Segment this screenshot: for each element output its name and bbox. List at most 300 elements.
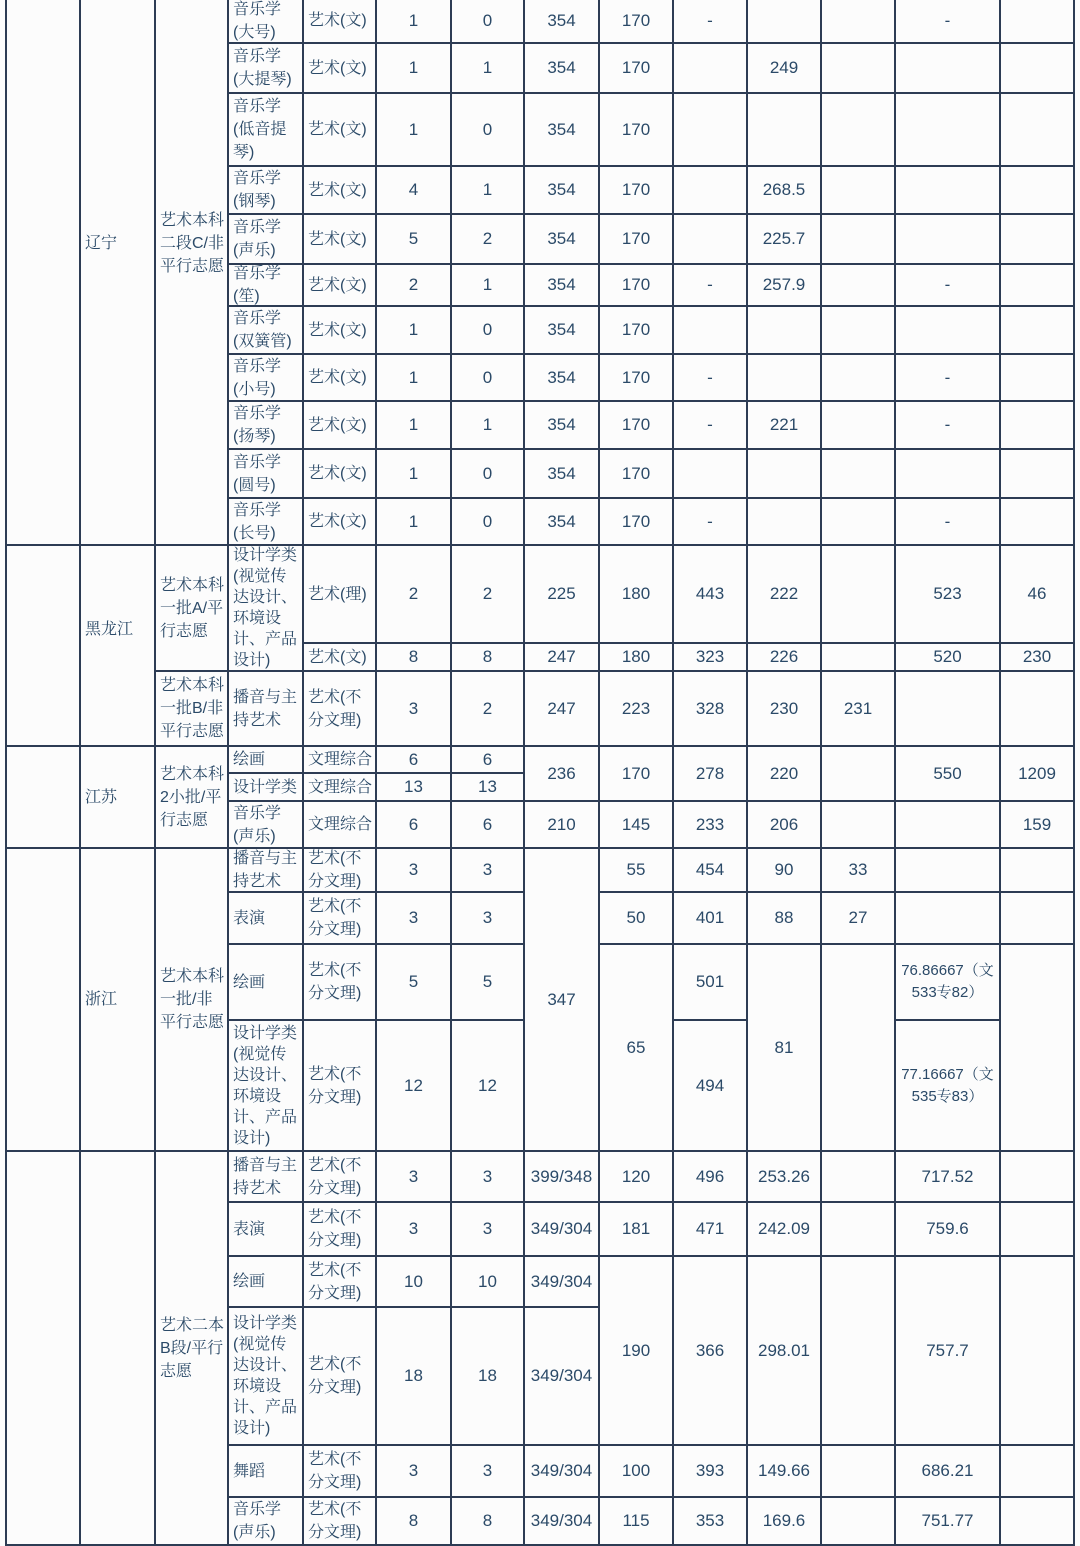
- score-4-value: 298.01: [758, 1340, 810, 1360]
- batch-value: 艺术本科一批A/平行志愿: [160, 576, 225, 640]
- score-2-value: 190: [621, 1340, 651, 1360]
- score-5-cell: [821, 43, 895, 93]
- score-3-value: 401: [695, 908, 725, 927]
- score-4-cell: [747, 944, 821, 1151]
- score-3-value: 278: [695, 763, 725, 783]
- subject-type-value: 艺术(理): [308, 585, 367, 603]
- subject-type-value: 艺术(不分文理): [308, 688, 362, 729]
- score-5-cell: [821, 746, 895, 801]
- score-1-value: 354: [547, 10, 576, 30]
- score-5-value: [822, 167, 894, 213]
- score-7-value: [1001, 1446, 1073, 1496]
- province-cell: [80, 1151, 155, 1545]
- score-3-cell: [673, 1445, 747, 1497]
- score-1-value: 354: [547, 119, 576, 139]
- score-5-value: [822, 747, 894, 800]
- major-cell: [228, 449, 303, 498]
- score-4-cell: [747, 746, 821, 801]
- major-cell: [228, 354, 303, 401]
- plan-count-value: 3: [408, 1219, 419, 1238]
- score-7-cell: [1000, 43, 1074, 93]
- plan-count-cell: [376, 214, 451, 264]
- score-7-value: [1001, 94, 1073, 165]
- score-6-cell: [895, 1202, 1000, 1256]
- score-4-value: 206: [769, 814, 799, 834]
- score-4-value: [748, 450, 820, 497]
- major-cell: [228, 166, 303, 214]
- score-1-cell: [524, 498, 599, 545]
- subject-type-value: 艺术(不分文理): [308, 1451, 362, 1491]
- score-3-cell: [673, 264, 747, 306]
- score-2-cell: [599, 401, 673, 449]
- score-6-value: [896, 94, 999, 165]
- score-4-cell: [747, 643, 821, 671]
- admitted-count-value: 12: [478, 1075, 497, 1095]
- score-4-cell: [747, 214, 821, 264]
- province-cell: [80, 545, 155, 746]
- score-6-cell: [895, 643, 1000, 671]
- score-4-cell: [747, 1256, 821, 1445]
- score-5-cell: [821, 306, 895, 354]
- score-4-value: 149.66: [758, 1461, 810, 1480]
- score-5-cell: [821, 545, 895, 643]
- score-5-value: [822, 499, 894, 544]
- admitted-count-cell: [451, 892, 524, 944]
- subject-type-value: 艺术(不分文理): [308, 850, 362, 890]
- major-cell: [228, 401, 303, 449]
- score-3-value: 233: [695, 814, 725, 834]
- score-2-value: 170: [621, 367, 651, 387]
- score-1-cell: [524, 214, 599, 264]
- score-2-value: 180: [621, 647, 651, 666]
- score-4-cell: [747, 1202, 821, 1256]
- score-2-value: 170: [621, 511, 651, 531]
- score-3-value: [674, 94, 746, 165]
- plan-count-value: 6: [408, 749, 419, 769]
- row-spacer-cell: [6, 0, 80, 545]
- subject-type-cell: [303, 848, 376, 892]
- score-2-value: 223: [621, 698, 651, 718]
- score-5-value: [822, 94, 894, 165]
- subject-type-value: 文理综合: [308, 816, 373, 833]
- score-7-cell: [1000, 892, 1074, 944]
- score-3-cell: [673, 801, 747, 848]
- score-7-value: [1001, 0, 1073, 42]
- score-7-cell: [1000, 643, 1074, 671]
- score-7-cell: [1000, 166, 1074, 214]
- province-value: 辽宁: [85, 235, 118, 252]
- major-value: 音乐学(小号): [233, 357, 282, 398]
- major-value: 音乐学(钢琴): [233, 170, 282, 210]
- score-1-cell: [524, 1497, 599, 1545]
- score-7-cell: [1000, 264, 1074, 306]
- score-6-value: [896, 802, 999, 847]
- score-1-cell: [524, 1151, 599, 1202]
- batch-value: 艺术本科二段C/非平行志愿: [160, 212, 225, 275]
- major-value: 音乐学(声乐): [233, 219, 282, 259]
- score-6-cell: [895, 848, 1000, 892]
- score-7-value: [1001, 1257, 1073, 1444]
- score-7-cell: [1000, 214, 1074, 264]
- score-2-value: 50: [626, 908, 646, 927]
- score-7-value: [1001, 1203, 1073, 1255]
- score-6-value: 757.7: [926, 1340, 969, 1360]
- score-2-cell: [599, 93, 673, 166]
- major-value: 设计学类(视觉传达设计、环境设计、产品设计): [233, 1315, 298, 1437]
- score-1-value: 210: [547, 814, 576, 834]
- score-1-value: 349/304: [530, 1271, 593, 1291]
- score-6-value: 751.77: [921, 1511, 974, 1530]
- score-3-cell: [673, 1151, 747, 1202]
- admitted-count-cell: [451, 801, 524, 848]
- plan-count-value: 2: [408, 275, 419, 294]
- score-3-cell: [673, 643, 747, 671]
- major-cell: [228, 93, 303, 166]
- subject-type-value: 文理综合: [308, 778, 373, 796]
- plan-count-cell: [376, 1256, 451, 1307]
- admitted-count-value: 0: [482, 10, 493, 30]
- plan-count-cell: [376, 1307, 451, 1445]
- admitted-count-value: 6: [482, 814, 493, 834]
- score-4-cell: [747, 43, 821, 93]
- admitted-count-value: 0: [482, 511, 493, 531]
- score-4-value: [748, 307, 820, 353]
- score-3-value: 496: [695, 1166, 725, 1186]
- admitted-count-value: 5: [482, 972, 493, 991]
- score-3-value: -: [707, 415, 713, 434]
- score-2-value: 170: [621, 415, 651, 434]
- score-4-cell: [747, 892, 821, 944]
- table-row: [6, 671, 1074, 746]
- score-6-value: 520: [933, 647, 962, 666]
- score-5-value: 27: [848, 908, 868, 927]
- table-row: [6, 545, 1074, 643]
- score-4-value: 81: [774, 1037, 794, 1057]
- score-3-value: -: [707, 511, 713, 531]
- score-2-cell: [599, 354, 673, 401]
- admitted-count-cell: [451, 93, 524, 166]
- plan-count-cell: [376, 43, 451, 93]
- score-1-value: 247: [547, 647, 576, 666]
- score-3-value: 443: [695, 584, 725, 603]
- table-row: [6, 0, 1074, 43]
- score-2-cell: [599, 746, 673, 801]
- plan-count-value: 1: [408, 10, 419, 30]
- major-value: 音乐学(低音提琴): [233, 98, 287, 161]
- score-3-cell: [673, 848, 747, 892]
- score-1-cell: [524, 93, 599, 166]
- score-6-value: [896, 672, 999, 745]
- score-7-value: [1001, 450, 1073, 497]
- plan-count-cell: [376, 848, 451, 892]
- score-4-cell: [747, 1151, 821, 1202]
- admitted-count-cell: [451, 1307, 524, 1445]
- province-value: 黑龙江: [85, 621, 134, 638]
- score-5-cell: [821, 801, 895, 848]
- score-4-value: 220: [769, 763, 799, 783]
- score-4-cell: [747, 449, 821, 498]
- subject-type-cell: [303, 449, 376, 498]
- score-5-value: [822, 450, 894, 497]
- score-1-cell: [524, 1307, 599, 1445]
- score-1-value: 354: [547, 229, 576, 248]
- admitted-count-value: 3: [482, 1219, 493, 1238]
- score-1-value: 236: [547, 763, 576, 783]
- plan-count-cell: [376, 1151, 451, 1202]
- score-1-cell: [524, 643, 599, 671]
- score-6-cell: [895, 746, 1000, 801]
- score-6-cell: [895, 0, 1000, 43]
- admitted-count-cell: [451, 43, 524, 93]
- admitted-count-value: 0: [482, 320, 493, 339]
- score-6-value: [896, 167, 999, 213]
- subject-type-value: 艺术(不分文理): [308, 1065, 362, 1106]
- score-6-value: 759.6: [926, 1219, 969, 1238]
- score-5-value: [822, 644, 894, 670]
- admitted-count-cell: [451, 1020, 524, 1151]
- subject-type-value: 艺术(文): [308, 369, 367, 386]
- score-2-value: 181: [621, 1219, 651, 1238]
- score-7-value: [1001, 215, 1073, 263]
- score-6-cell: [895, 354, 1000, 401]
- score-7-cell: [1000, 0, 1074, 43]
- admitted-count-cell: [451, 166, 524, 214]
- admitted-count-cell: [451, 401, 524, 449]
- admitted-count-value: 1: [482, 415, 493, 434]
- score-5-cell: [821, 1151, 895, 1202]
- score-1-cell: [524, 801, 599, 848]
- score-5-cell: [821, 449, 895, 498]
- subject-type-cell: [303, 801, 376, 848]
- score-7-value: [1001, 44, 1073, 92]
- major-value: 设计学类: [233, 778, 298, 796]
- score-5-value: [822, 44, 894, 92]
- score-6-cell: [895, 166, 1000, 214]
- score-2-cell: [599, 545, 673, 643]
- admitted-count-cell: [451, 848, 524, 892]
- score-2-value: 170: [621, 463, 651, 483]
- score-7-cell: [1000, 93, 1074, 166]
- score-7-value: [1001, 355, 1073, 400]
- plan-count-value: 3: [408, 1166, 419, 1186]
- score-4-value: 249: [769, 58, 799, 77]
- score-4-value: [748, 94, 820, 165]
- score-5-value: 33: [848, 860, 868, 879]
- subject-type-cell: [303, 545, 376, 643]
- plan-count-cell: [376, 0, 451, 43]
- score-1-cell: [524, 1445, 599, 1497]
- score-1-value: 347: [547, 989, 576, 1009]
- score-6-cell: [895, 1445, 1000, 1497]
- score-5-cell: [821, 1497, 895, 1545]
- score-6-value: 550: [933, 763, 962, 783]
- admitted-count-cell: [451, 1202, 524, 1256]
- row-spacer-cell: [6, 746, 80, 848]
- score-4-cell: [747, 498, 821, 545]
- plan-count-value: 1: [408, 463, 419, 483]
- admitted-count-value: 2: [482, 584, 493, 603]
- score-2-cell: [599, 449, 673, 498]
- score-5-value: [822, 215, 894, 263]
- plan-count-value: 5: [408, 972, 419, 991]
- admitted-count-cell: [451, 449, 524, 498]
- score-5-value: [822, 265, 894, 305]
- score-3-value: 501: [695, 972, 725, 991]
- score-3-value: 393: [695, 1461, 725, 1480]
- score-3-value: [674, 167, 746, 213]
- score-2-cell: [599, 43, 673, 93]
- score-1-value: 247: [547, 698, 576, 718]
- score-1-value: 399/348: [530, 1166, 593, 1186]
- plan-count-cell: [376, 354, 451, 401]
- score-4-cell: [747, 848, 821, 892]
- plan-count-value: 1: [408, 415, 419, 434]
- admitted-count-value: 3: [482, 1461, 493, 1480]
- score-2-cell: [599, 848, 673, 892]
- major-cell: [228, 801, 303, 848]
- admitted-count-cell: [451, 746, 524, 773]
- score-7-value: [1001, 402, 1073, 448]
- plan-count-value: 10: [404, 1271, 423, 1291]
- admitted-count-value: 3: [482, 860, 493, 879]
- score-4-value: 253.26: [758, 1166, 810, 1186]
- admitted-count-cell: [451, 498, 524, 545]
- score-3-cell: [673, 449, 747, 498]
- score-3-cell: [673, 1256, 747, 1445]
- score-4-cell: [747, 93, 821, 166]
- score-6-value: [896, 307, 999, 353]
- score-2-value: 170: [621, 58, 651, 77]
- plan-count-value: 1: [408, 58, 419, 77]
- score-7-cell: [1000, 1256, 1074, 1445]
- score-5-cell: [821, 1256, 895, 1445]
- score-3-value: 471: [695, 1219, 725, 1238]
- major-cell: [228, 773, 303, 801]
- score-2-cell: [599, 1497, 673, 1545]
- score-5-cell: [821, 0, 895, 43]
- score-5-cell: [821, 643, 895, 671]
- score-7-value: 159: [1022, 814, 1052, 834]
- plan-count-value: 8: [408, 1511, 419, 1530]
- table-row: [6, 1151, 1074, 1202]
- score-1-value: 354: [547, 415, 576, 434]
- score-6-cell: [895, 892, 1000, 944]
- province-cell: [80, 848, 155, 1151]
- major-value: 播音与主持艺术: [233, 688, 298, 729]
- subject-type-value: 艺术(不分文理): [308, 1356, 362, 1396]
- major-cell: [228, 498, 303, 545]
- major-cell: [228, 848, 303, 892]
- score-6-cell: [895, 944, 1000, 1020]
- subject-type-cell: [303, 1445, 376, 1497]
- score-1-cell: [524, 1202, 599, 1256]
- score-1-value: 349/304: [530, 1219, 593, 1238]
- batch-cell: [155, 671, 228, 746]
- admitted-count-cell: [451, 545, 524, 643]
- plan-count-value: 3: [408, 908, 419, 927]
- score-4-cell: [747, 354, 821, 401]
- score-4-value: 257.9: [762, 275, 806, 294]
- table-row: [6, 848, 1074, 892]
- major-value: 绘画: [233, 973, 266, 991]
- score-6-cell: [895, 43, 1000, 93]
- major-value: 音乐学(双簧管): [233, 310, 292, 350]
- score-7-value: [1001, 893, 1073, 943]
- row-spacer-cell: [6, 1151, 80, 1545]
- admitted-count-cell: [451, 1445, 524, 1497]
- admitted-count-value: 2: [482, 698, 493, 718]
- province-value: 江苏: [85, 788, 118, 806]
- score-2-cell: [599, 801, 673, 848]
- score-7-value: 46: [1027, 584, 1047, 603]
- subject-type-value: 艺术(文): [308, 121, 367, 138]
- subject-type-value: 艺术(文): [308, 59, 367, 77]
- score-7-cell: [1000, 1151, 1074, 1202]
- score-7-cell: [1000, 1445, 1074, 1497]
- score-1-value: 354: [547, 320, 576, 339]
- score-2-cell: [599, 944, 673, 1151]
- score-6-value: [896, 849, 999, 891]
- score-3-cell: [673, 944, 747, 1020]
- subject-type-cell: [303, 944, 376, 1020]
- score-7-cell: [1000, 746, 1074, 801]
- admitted-count-value: 0: [482, 463, 493, 483]
- score-2-value: 170: [621, 275, 651, 294]
- score-6-value: -: [944, 10, 951, 30]
- row-spacer-value: [7, 546, 79, 745]
- score-2-cell: [599, 1202, 673, 1256]
- admitted-count-value: 18: [478, 1366, 497, 1385]
- admitted-count-value: 13: [478, 777, 497, 796]
- score-3-value: 494: [695, 1075, 725, 1095]
- score-6-value: [896, 893, 999, 943]
- major-value: 播音与主持艺术: [233, 1156, 298, 1197]
- plan-count-value: 8: [408, 647, 419, 666]
- batch-cell: [155, 746, 228, 848]
- subject-type-cell: [303, 166, 376, 214]
- plan-count-value: 5: [408, 229, 419, 248]
- score-2-value: 145: [621, 814, 651, 834]
- score-7-cell: [1000, 354, 1074, 401]
- plan-count-cell: [376, 892, 451, 944]
- score-1-value: 354: [547, 180, 576, 199]
- score-5-cell: [821, 1202, 895, 1256]
- subject-type-cell: [303, 643, 376, 671]
- plan-count-value: 1: [408, 367, 419, 387]
- plan-count-value: 3: [408, 1461, 419, 1480]
- major-value: 设计学类(视觉传达设计、环境设计、产品设计): [233, 547, 298, 669]
- batch-cell: [155, 1151, 228, 1545]
- score-6-cell: [895, 801, 1000, 848]
- admitted-count-cell: [451, 643, 524, 671]
- major-cell: [228, 1256, 303, 1307]
- admitted-count-cell: [451, 944, 524, 1020]
- plan-count-cell: [376, 93, 451, 166]
- score-3-value: [674, 450, 746, 497]
- plan-count-value: 3: [408, 698, 419, 718]
- score-2-cell: [599, 1445, 673, 1497]
- plan-count-cell: [376, 801, 451, 848]
- score-7-value: [1001, 945, 1073, 1150]
- score-5-value: [822, 945, 894, 1150]
- plan-count-cell: [376, 545, 451, 643]
- score-5-cell: [821, 264, 895, 306]
- score-4-value: 169.6: [762, 1511, 806, 1530]
- score-1-cell: [524, 848, 599, 1151]
- score-3-cell: [673, 306, 747, 354]
- score-6-value: 523: [933, 584, 962, 603]
- score-3-cell: [673, 166, 747, 214]
